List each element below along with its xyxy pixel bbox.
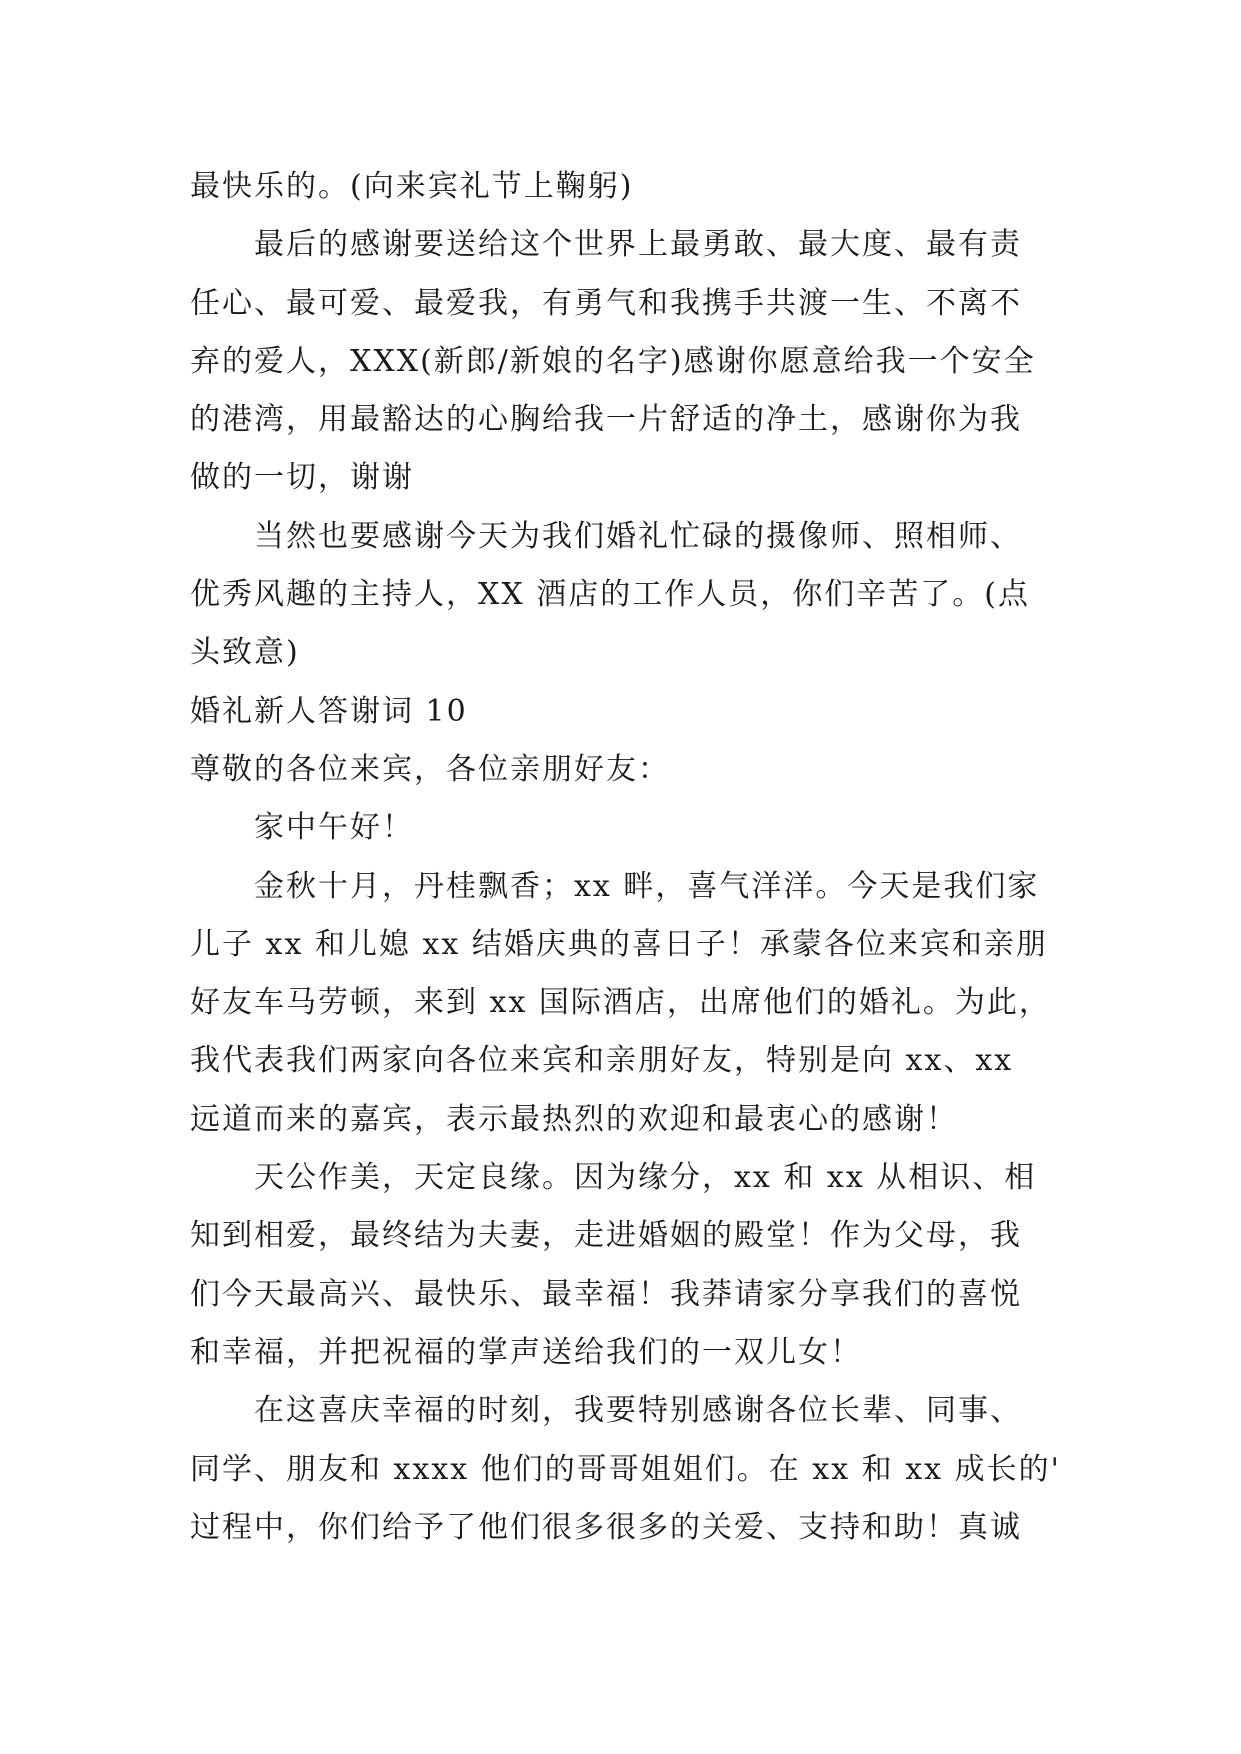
text-line: 们今天最高兴、最快乐、最幸福！我莽请家分享我们的喜悦 [190, 1276, 1022, 1312]
text-line: 优秀风趣的主持人，XX 酒店的工作人员，你们辛苦了。(点 [190, 577, 1030, 613]
text-line: 好友车马劳顿，来到 xx 国际酒店，出席他们的婚礼。为此， [190, 985, 1051, 1021]
text-line: 弃的爱人，XXX(新郎/新娘的名字)感谢你愿意给我一个安全 [190, 343, 1036, 379]
text-line: 儿子 xx 和儿媳 xx 结婚庆典的喜日子！承蒙各位来宾和亲朋 [190, 926, 1048, 962]
paragraph-first-line: 金秋十月，丹桂飘香；xx 畔，喜气洋洋。今天是我们家 [254, 868, 1040, 904]
text-line: 过程中，你们给予了他们很多很多的关爱、支持和助！真诚 [190, 1509, 1022, 1545]
text-line: 和幸福，并把祝福的掌声送给我们的一双儿女！ [190, 1334, 862, 1370]
paragraph-first-line: 在这喜庆幸福的时刻，我要特别感谢各位长辈、同事、 [254, 1393, 1022, 1429]
text-line: 的港湾，用最豁达的心胸给我一片舒适的净土，感谢你为我 [190, 402, 1022, 438]
text-line: 知到相爱，最终结为夫妻，走进婚姻的殿堂！作为父母，我 [190, 1218, 1022, 1254]
text-line: 同学、朋友和 xxxx 他们的哥哥姐姐们。在 xx 和 xx 成长的' [190, 1451, 1061, 1487]
text-line: 远道而来的嘉宾，表示最热烈的欢迎和最衷心的感谢！ [190, 1101, 958, 1137]
text-line: 尊敬的各位来宾，各位亲朋好友： [190, 751, 670, 787]
paragraph-first-line: 当然也要感谢今天为我们婚礼忙碌的摄像师、照相师、 [254, 518, 1022, 554]
document-body [190, 158, 1090, 1557]
text-line: 婚礼新人答谢词 10 [190, 693, 468, 729]
text-line: 任心、最可爱、最爱我，有勇气和我携手共渡一生、不离不 [190, 285, 1022, 321]
paragraph-first-line: 最后的感谢要送给这个世界上最勇敢、最大度、最有责 [254, 227, 1022, 263]
text-line: 头致意) [190, 635, 300, 671]
text-line: 最快乐的。(向来宾礼节上鞠躬) [190, 169, 634, 204]
paragraph-first-line: 天公作美，天定良缘。因为缘分，xx 和 xx 从相识、相 [254, 1160, 1037, 1196]
text-line: 做的一切，谢谢 [190, 460, 414, 496]
paragraph-first-line: 家中午好！ [254, 810, 414, 846]
text-line: 我代表我们两家向各位来宾和亲朋好友，特别是向 xx、xx [190, 1043, 1014, 1079]
